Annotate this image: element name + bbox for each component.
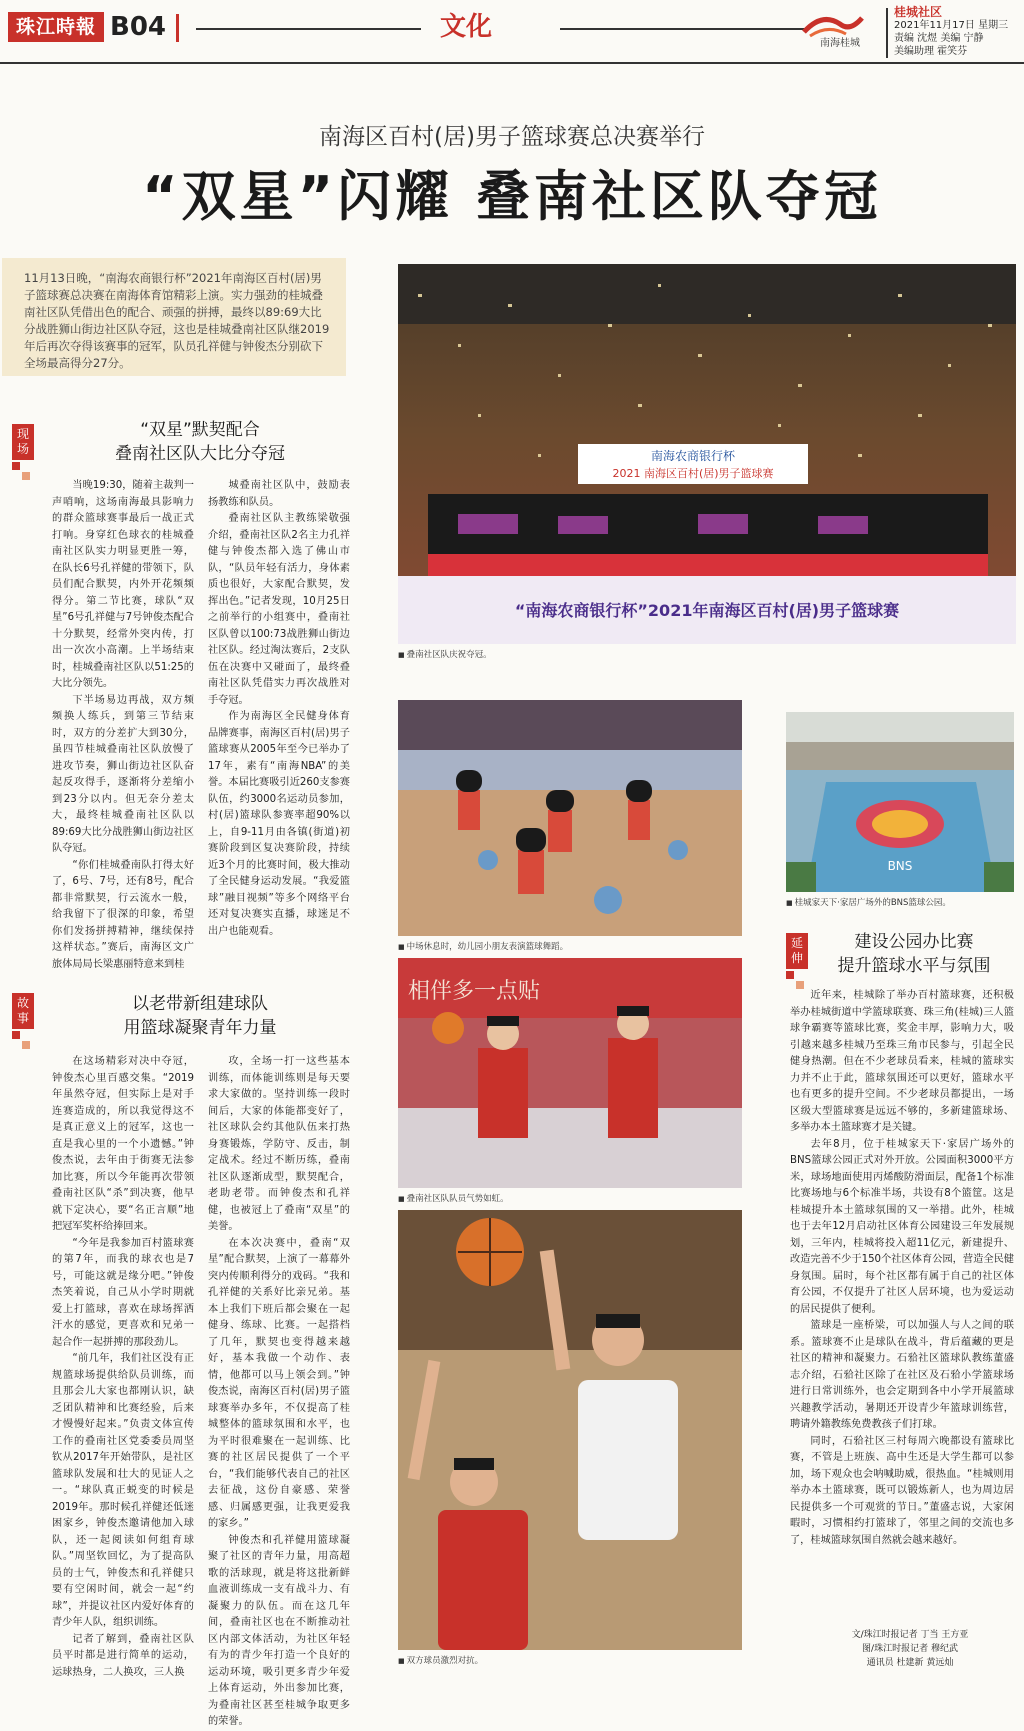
tag-square (786, 971, 794, 979)
brand-name: 南海桂城 (820, 38, 860, 49)
tag-square (22, 472, 30, 480)
paragraph: 去年8月，位于桂城家天下·家居广场外的BNS篮球公园正式对外开放。公园面积3000平方米，球场地面使用丙烯酸防滑面层，配备1个标准比赛场地与6个标准半场，共设有8个篮筐。这是桂城提升本土篮球氛围的又一举措。此外，桂城也于去年12月启动社区体育公园建设三年发展规划，三年内，桂城将投入超11亿元，新建提升、改造完善不少于150个社区体育公园，营造全民健身氛围。届时，每个社区都有属于自己的社区体育公园，不仅提升了社区人居环境，也为爱运动的居民提供了便利。 (790, 1138, 1014, 1315)
paragraph: 同时，石𬌗社区三村每周六晚都设有篮球比赛，不管是上班族、高中生还是大学生都可以参加，场下观众也会呐喊助威，很热血。“桂城则用举办本土篮球赛，既可以锻炼新人，也为周边居民提供多一个可观赏的节日。”董盛志说，大家闲暇时，习惯相约打篮球了，邻里之间的交流也多了，桂城篮球氛围自然就会越来越好。 (790, 1435, 1014, 1546)
caption-bns-park: ■ 桂城家天下·家居广场外的BNS篮球公园。 (786, 896, 951, 908)
paragraph: “你们桂城叠南队打得太好了，6号、7号，还有8号，配合都非常默契，行云流水一般，给我留下了很深的印象，希望你们发扬拼搏精神，继续保持这样状态。”赛后，南海区文广旅体局局长梁惠丽特意来到桂 (52, 859, 194, 970)
photo-celebration (398, 264, 1016, 644)
section-tag-xianchang: 现场 (12, 424, 34, 460)
header-rule-right (560, 28, 805, 30)
lede-text: 11月13日晚，“南海农商银行杯”2021年南海区百村(居)男子篮球赛总决赛在南海体育馆精彩上演。实力强劲的桂城叠南社区队凭借出色的配合、顽强的拼搏，最终以89:69大比分战胜狮山街边社区队夺冠，这也是桂城叠南社区队继2019年后再次夺得该赛事的冠军，队员孔祥健与钟俊杰分别砍下全场最高得分27分。 (24, 271, 330, 370)
paragraph: 下半场易边再战，双方频频换人练兵，到第三节结束时，双方的分差扩大到30分，虽四节桂城叠南社区队放慢了进攻节奏，狮山街边社区队奋起反攻得手，逐渐将分差缩小到23分以内。但无奈分差太大，最终桂城叠南社区队以89:69大比分战胜狮山街边社区队夺冠。 (52, 694, 194, 854)
article-column (208, 478, 350, 944)
issue-date: 2021年11月17日 星期三 (894, 20, 1009, 31)
caption-dance: ■ 中场休息时，幼儿园小朋友表演篮球舞蹈。 (398, 940, 568, 952)
header-bottom-rule (0, 62, 1024, 64)
section-heading-yanshen (814, 930, 1014, 978)
article-title: “双星”闪耀 叠南社区队夺冠 (142, 165, 882, 228)
header-info (894, 6, 1008, 58)
photo-contest (398, 1210, 742, 1650)
heading-line: 用篮球凝聚青年力量 (123, 1018, 277, 1038)
background-banner-text: 相伴多一点贴 (408, 979, 541, 1004)
paragraph: 近年来，桂城除了举办百村篮球赛，还积极举办桂城街道中学篮球联赛、珠三角(桂城)三人篮球争霸赛等篮球比赛，奖金丰厚，影响力大，吸引越来越多桂城乃至珠三角市民参与，引起全民健身热潮。但在不少老球员看来，桂城的篮球实力并不止于此，篮球氛围还可以更好，篮球水平也有更多的提升空间。不少老球员都提出，一场区级大型篮球赛是远远不够的，多新建篮球场、多举办本土篮球赛才是关键。 (790, 990, 1014, 1133)
header-vertical-rule (886, 8, 888, 58)
page-number: B04 (110, 12, 166, 42)
heading-line: 建设公园办比赛 (854, 932, 974, 952)
paragraph: “前几年，我们社区没有正规篮球场提供给队员训练，而且那会儿大家也都刚认识，缺乏团队精神和比赛经验，后来才慢慢好起来。”负责文体宣传工作的叠南社区党委委员周坚钦从2017年开始带队，是社区篮球队发展和壮大的见证人之一。“球队真正蜕变的时候是2019年。那时候孔祥健还低迷困家乡，钟俊杰邀请他加入球队，还一起阅读如何组育球队。”周坚钦回忆，为了提高队员的士气，钟俊杰和孔祥健只要有空闲时间，就会一起“约球”，并提议社区内爱好体育的青少年人队，组织训练。 (52, 1353, 194, 1628)
section-tag-gushi: 故事 (12, 993, 34, 1029)
stage-backdrop-line1: 南海农商银行杯 (650, 449, 736, 463)
paragraph: 作为南海区全民健身体育品牌赛事，南海区百村(居)男子篮球赛从2005年至今已举办了17年，素有“南海NBA”的美誉。本届比赛吸引近260支参赛队伍，约3000名运动员参加，村(居)篮球队参赛率超90%以上，自9-11月由各镇(街道)初赛阶段到区复决赛阶段，持续近3个月的比赛时间，极大推动了全民健身运动发展。“我爱篮球”融目视频”等多个网络平台还对复决赛实直播，球迷足不出户也能观看。 (208, 711, 350, 937)
paragraph: 钟俊杰和孔祥健用篮球凝聚了社区的青年力量，用高超歌的活球现，就是将这批新鲜血液训练成一支有战斗力、有凝聚力的队伍。而在这几年间，叠南社区也在不断推动社区内部文体活动，为社区年轻有为的青少年打造一个良好的运动环境，吸引更多青少年爱上体育运动，外出参加比赛，为叠南社区甚至桂城争取更多的荣誉。 (208, 1534, 350, 1727)
section-heading-gushi (60, 992, 340, 1040)
article-column (52, 1054, 194, 1678)
section-name: 文化 (440, 12, 493, 42)
paragraph: 当晚19:30，随着主裁判一声哨响，这场南海最具影响力的群众篮球赛事最后一战正式打响。身穿红色球衣的桂城叠南社区队实力明显更胜一筹，在队长6号孔祥健的带领下，队员们配合默契，内外开花频频得分。第二节比赛，球队“双星”6号孔祥健与7号钟俊杰配合十分默契，经常外突内传，打出一次次小高潮。上半场结束时，桂城叠南社区队以51:25的大比分领先。 (52, 480, 194, 689)
section-tag-yanshen: 延伸 (786, 933, 808, 969)
paragraph: 在本次决赛中，叠南“双星”配合默契，上演了一幕幕外突内传顺利得分的戏码。“我和孔祥健的关系好比亲兄弟。基本上我们下班后都会聚在一起健身、练球、比赛。一起搭档了几年，默契也变得越来越好，基本我做一个动作、表情，他都可以马上领会到。”钟俊杰说，南海区百村(居)男子篮球赛举办多年，不仅提高了桂城整体的篮球氛围和水平，也为平时很难聚在一起训练、比赛的社区居民提供了一个平台，“我们能够代表自己的社区去征战，这份自豪感、荣誉感、归属感更强，让我更爱我的家乡。” (208, 1237, 350, 1529)
editor-line (894, 32, 1008, 45)
heading-line: 叠南社区队大比分夺冠 (115, 444, 285, 464)
section-heading-xianchang (60, 418, 340, 466)
header-divider (176, 14, 179, 42)
paragraph: 攻，全场一打一这些基本训练，而体能训练则是每天要求大家做的。坚持训练一段时间后，大家的体能都变好了，社区球队会约其他队伍来打热身赛锻炼，学防守、反击，制定战术。经过不断历练，叠南社区队逐渐成型，默契配合，老助老带。而钟俊杰和孔祥健，也被冠上了叠南“双星”的美誉。 (208, 1056, 350, 1232)
tag-square (12, 462, 20, 470)
assistant-line: 美编助理 霍笑芬 (894, 46, 968, 57)
paragraph: 在这场精彩对决中夺冠，钟俊杰心里百感交集。“2019年虽然夺冠，但实际上是对手连赛造成的，所以我觉得这不是真正意义上的冠军，这也一直是我心里的一个小遗憾。”钟俊杰说，去年由于街赛无法参加比赛，所以今年能再次带领叠南社区队“杀”到决赛，他早就下定决心，要“名正言顺”地把冠军奖杯给捧回来。 (52, 1056, 194, 1232)
article-column (790, 988, 1014, 1606)
caption-contest: ■ 双方球员激烈对抗。 (398, 1654, 483, 1666)
paragraph: 记者了解到，叠南社区队员平时都是进行简单的运动，运球热身，二人换攻，三人换 (52, 1633, 194, 1678)
tag-square (22, 1041, 30, 1049)
byline-text: 文/珠江时报记者 丁当 王方亚 (851, 1630, 969, 1640)
photo-bns-park (786, 712, 1014, 892)
editor: 责编 沈煜 (894, 33, 938, 44)
caption-team-spirit: ■ 叠南社区队队员气势如虹。 (398, 1192, 509, 1204)
stage-backdrop-line2: 2021 南海区百村(居)男子篮球赛 (612, 467, 774, 480)
byline-correspondent: 通讯员 杜建新 黄远灿 (866, 1658, 954, 1668)
heading-line: 以老带新组建球队 (132, 994, 268, 1014)
column-name: 桂城社区 (894, 5, 943, 19)
byline (800, 1628, 1020, 1670)
article-column (208, 1054, 350, 1727)
heading-line: 提升篮球水平与氛围 (837, 956, 991, 976)
photo-team-spirit (398, 958, 742, 1188)
paper-logo: 珠江時報 (8, 12, 104, 42)
paragraph: 城叠南社区队中，鼓励表扬教练和队员。 (208, 480, 350, 508)
article-subtitle: 南海区百村(居)男子篮球赛总决赛举行 (319, 124, 705, 150)
banner-text: “南海农商银行杯”2021年南海区百村(居)男子篮球赛 (514, 601, 900, 620)
paragraph: 篮球是一座桥梁，可以加强人与人之间的联系。篮球赛不止是球队在战斗，背后蕴藏的更是社区的精神和凝聚力。石𬌗社区篮球队教练董盛志介绍，石𬌗社区除了在社区及石𬌗小学篮球场进行日常训练外，也会定期到各中小学开展篮球兴趣教学活动，暑期还开设青少年篮球训练营，聘请外籍教练免费教孩子们打球。 (790, 1320, 1014, 1430)
article-column (52, 478, 194, 970)
paragraph: “今年是我参加百村篮球赛的第7年，而我的球衣也是7号，可能这就是缘分吧。”钟俊杰笑着说，自己从小学时期就爱上打篮球，喜欢在球场挥洒汗水的感觉，更喜欢和兄弟一起合作一起拼搏的那段劲儿。 (52, 1237, 194, 1348)
header-rule-left (196, 28, 421, 30)
caption-celebration: ■ 叠南社区队庆祝夺冠。 (398, 648, 492, 660)
photo-dance (398, 700, 742, 936)
paragraph: 叠南社区队主教练梁敬强介绍，叠南社区队2名主力孔祥健与钟俊杰都入选了佛山市队，“队员年轻有活力，身体素质也很好，大家配合默契，发挥出色。”记者发现，10月25日之前举行的小组赛中，叠南社区队曾以100:73战胜狮山街边社区队。经过淘汰赛后，2支队伍在决赛中又碰面了，最终叠南社区队凭借实力再次战胜对手夺冠。 (208, 513, 350, 706)
byline-photo: 图/珠江时报记者 穆纪武 (862, 1644, 958, 1654)
heading-line: “双星”默契配合 (140, 420, 260, 440)
court-marking: BNS (887, 859, 913, 873)
tag-square (12, 1031, 20, 1039)
designer: 美编 宁静 (940, 33, 984, 44)
lede-box (2, 258, 346, 376)
